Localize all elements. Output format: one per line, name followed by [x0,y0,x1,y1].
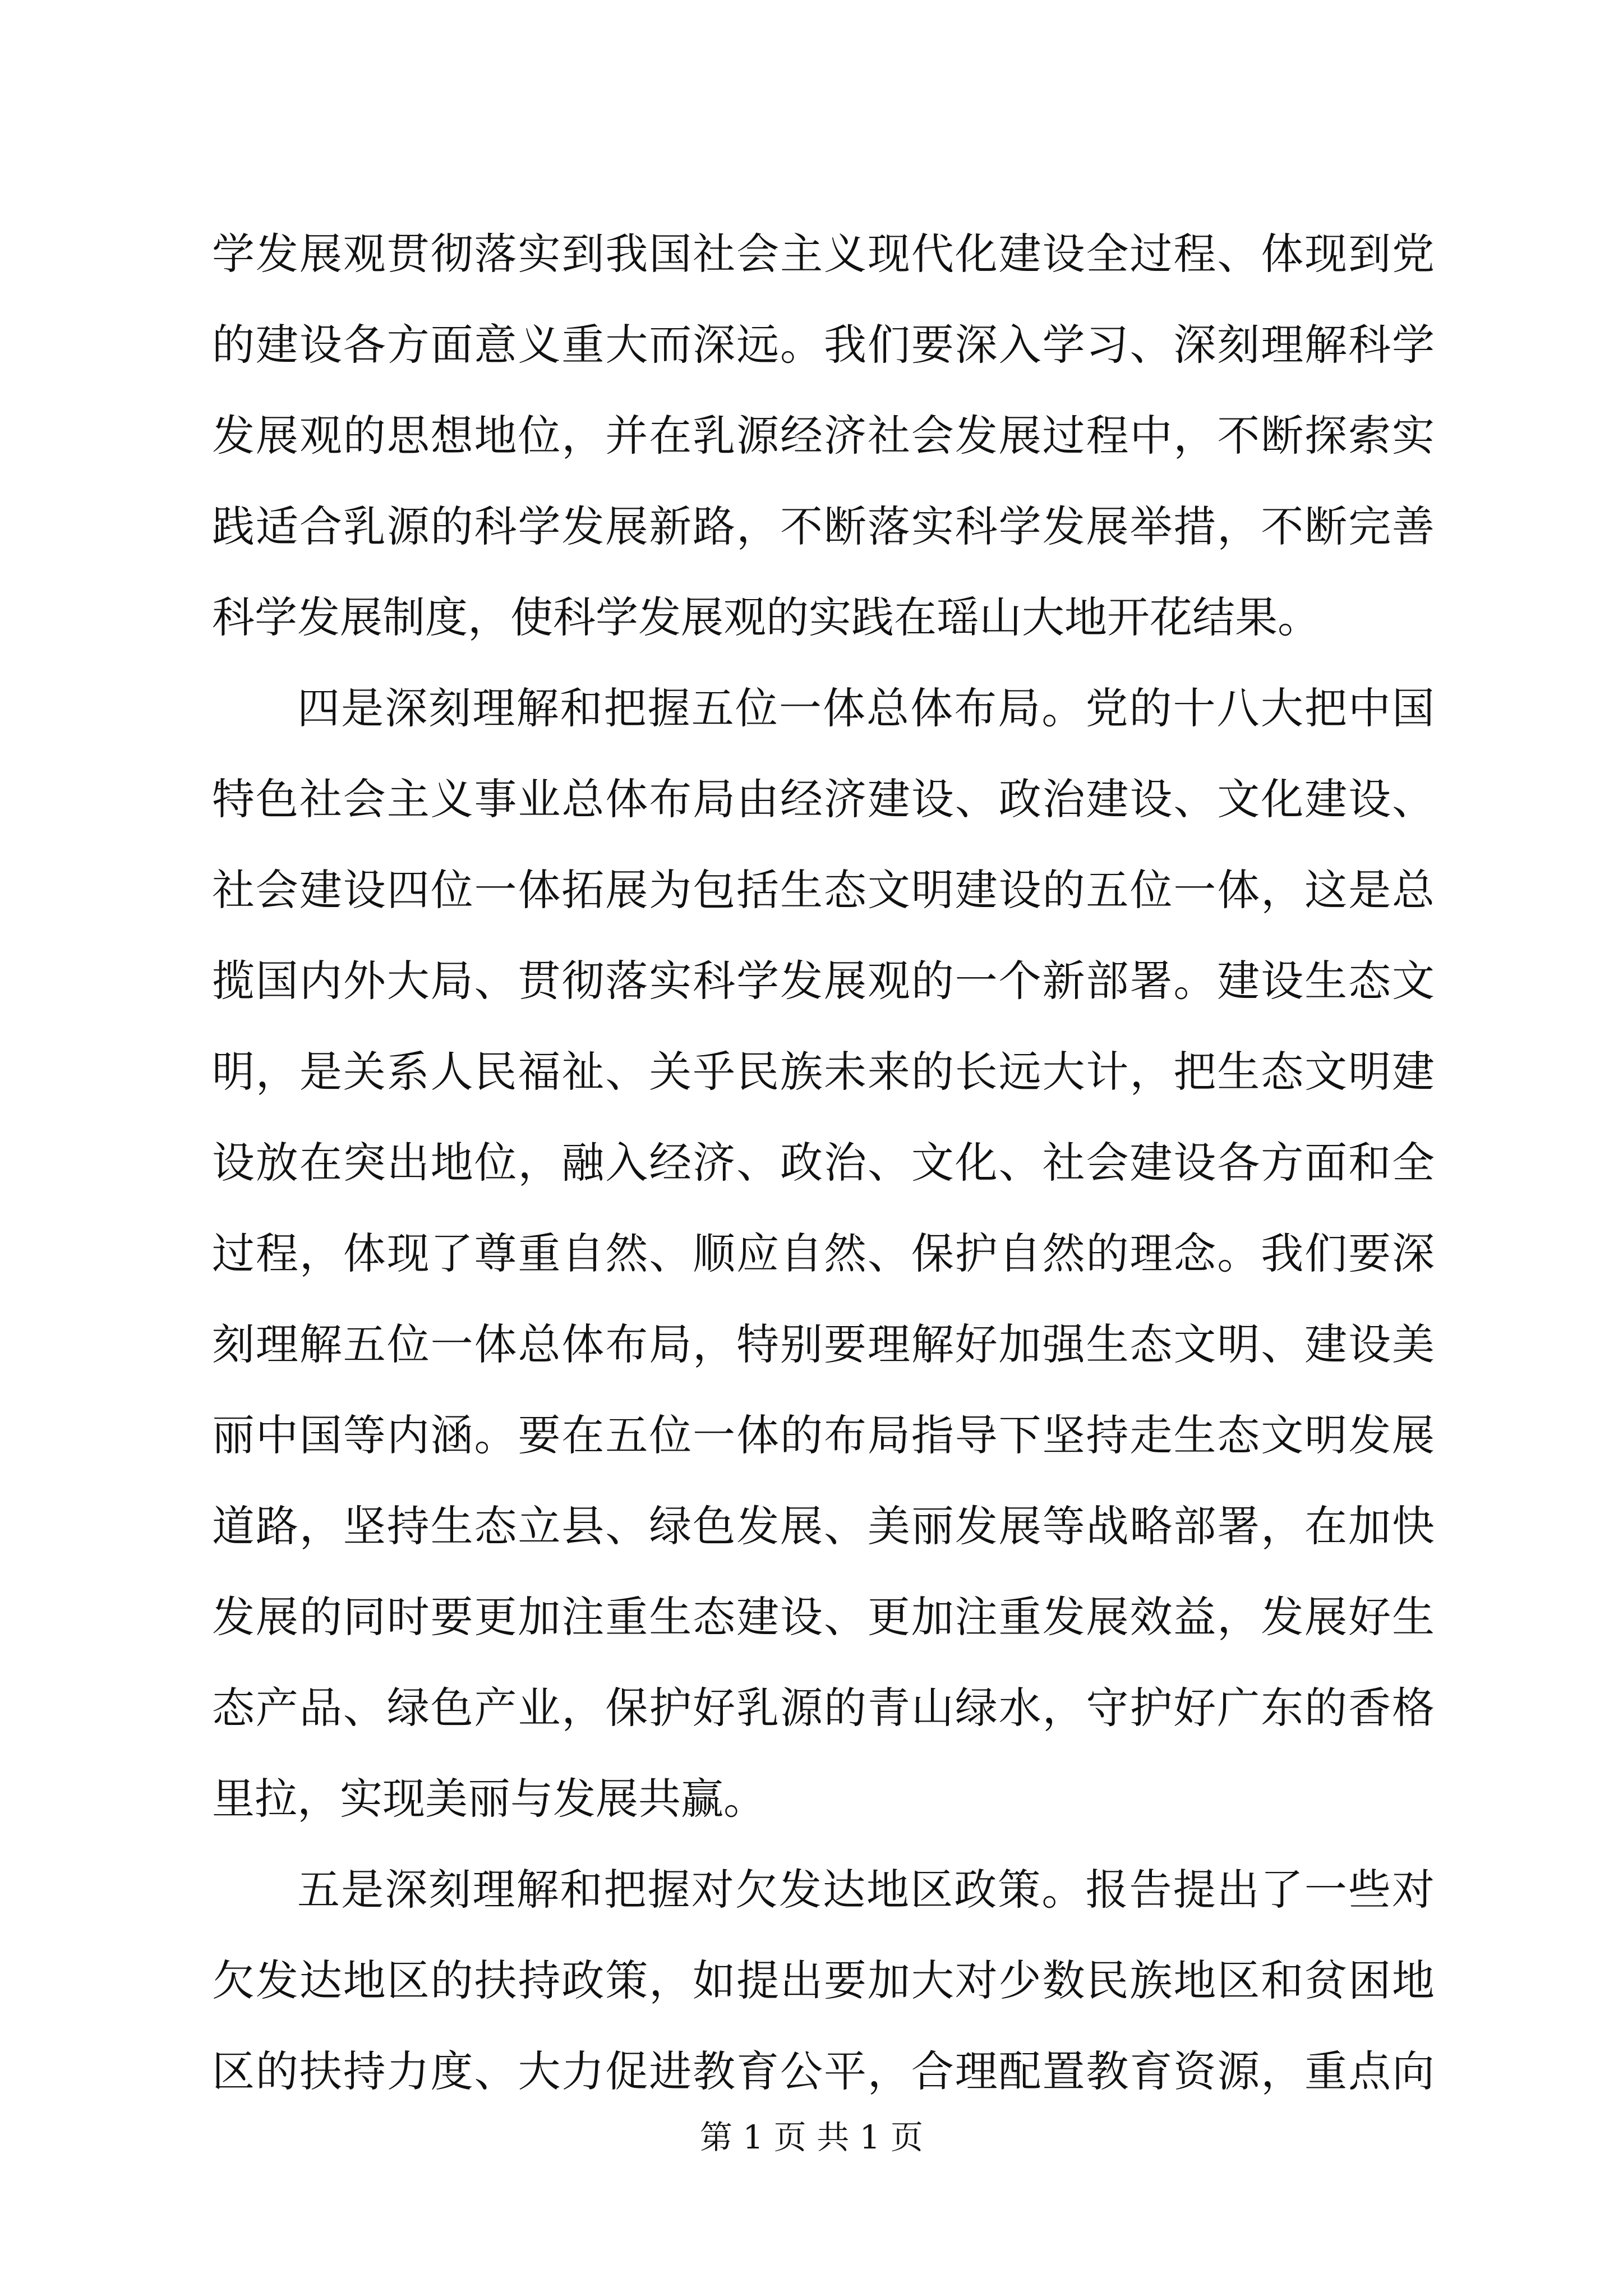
text-line: 社会建设四位一体拓展为包括生态文明建设的五位一体，这是总 [212,865,1435,915]
text-line: 里拉，实现美丽与发展共赢。 [212,1774,766,1824]
text-line: 区的扶持力度、大力促进教育公平，合理配置教育资源，重点向 [212,2046,1435,2096]
text-line: 欠发达地区的扶持政策，如提出要加大对少数民族地区和贫困地 [212,1955,1435,2005]
text-line: 设放在突出地位，融入经济、政治、文化、社会建设各方面和全 [212,1138,1435,1188]
text-line: 明，是关系人民福祉、关乎民族未来的长远大计，把生态文明建 [212,1047,1435,1097]
text-line: 刻理解五位一体总体布局，特别要理解好加强生态文明、建设美 [212,1319,1435,1369]
text-line: 道路，坚持生态立县、绿色发展、美丽发展等战略部署，在加快 [212,1501,1435,1551]
text-line: 科学发展制度，使科学发展观的实践在瑶山大地开花结果。 [212,592,1320,642]
text-line: 发展的同时要更加注重生态建设、更加注重发展效益，发展好生 [212,1592,1435,1642]
text-line: 的建设各方面意义重大而深远。我们要深入学习、深刻理解科学 [212,320,1435,370]
text-line: 践适合乳源的科学发展新路，不断落实科学发展举措，不断完善 [212,501,1435,551]
text-line: 五是深刻理解和把握对欠发达地区政策。报告提出了一些对 [297,1865,1435,1915]
page-footer: 第 1 页 共 1 页 [700,2118,923,2156]
text-line: 过程，体现了尊重自然、顺应自然、保护自然的理念。我们要深 [212,1228,1435,1278]
text-line: 态产品、绿色产业，保护好乳源的青山绿水，守护好广东的香格 [212,1683,1435,1733]
text-line: 学发展观贯彻落实到我国社会主义现代化建设全过程、体现到党 [212,229,1435,279]
text-line: 发展观的思想地位，并在乳源经济社会发展过程中，不断探索实 [212,411,1435,461]
text-line: 揽国内外大局、贯彻落实科学发展观的一个新部署。建设生态文 [212,956,1435,1006]
text-line: 四是深刻理解和把握五位一体总体布局。党的十八大把中国 [297,683,1435,733]
text-line: 特色社会主义事业总体布局由经济建设、政治建设、文化建设、 [212,774,1435,824]
text-line: 丽中国等内涵。要在五位一体的布局指导下坚持走生态文明发展 [212,1410,1435,1460]
